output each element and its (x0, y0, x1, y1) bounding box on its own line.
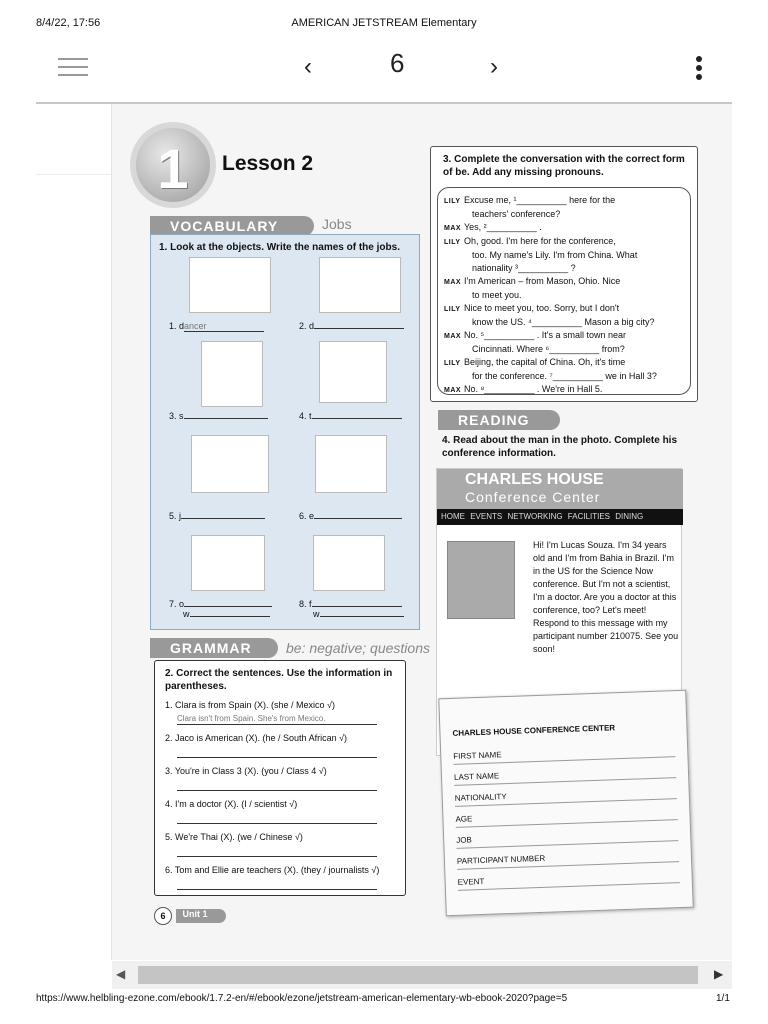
grammar-item: 4. I'm a doctor (X). (I / scientist √) (155, 798, 405, 831)
unit-badge: 1 (130, 122, 216, 208)
form-field: FIRST NAME (453, 736, 676, 765)
ballet-shoes-image (189, 257, 271, 313)
workbook-page (112, 104, 732, 960)
conversation-line: MAX I'm American – from Mason, Ohio. Nice (444, 276, 621, 286)
scroll-right-icon[interactable]: ▶ (714, 967, 724, 981)
lucas-photo (447, 541, 515, 619)
form-field: LAST NAME (454, 757, 677, 786)
page-margin (36, 104, 112, 960)
grammar-instruction: 2. Correct the sentences. Use the information in parentheses. (165, 668, 393, 692)
form-field: JOB (456, 820, 679, 849)
form-field: AGE (455, 799, 678, 828)
hamburger-menu-icon[interactable] (58, 58, 88, 78)
stethoscope-image (319, 257, 401, 313)
conversation-line: to meet you. (472, 290, 522, 300)
vocab-item-1: 1. dancer (169, 321, 264, 332)
conversation-line: too. My name's Lily. I'm from China. What (472, 250, 638, 260)
conversation-line: teachers' conference? (472, 209, 561, 219)
reading-banner: READING (438, 410, 560, 430)
ebook-page (36, 104, 732, 960)
reading-instruction: 4. Read about the man in the photo. Complete his conference information. (442, 435, 678, 459)
grammar-item: 5. We're Thai (X). (we / Chinese √) (155, 831, 405, 864)
form-field: NATIONALITY (454, 778, 677, 807)
conversation-exercise (430, 146, 698, 402)
conversation-panel (437, 187, 691, 395)
grammar-topic: be: negative; questions (286, 640, 430, 656)
conference-form-card (438, 690, 693, 917)
vocab-item-8: 8. f w (299, 599, 404, 619)
hard-hat-image (315, 435, 387, 493)
lucas-message: Hi! I'm Lucas Souza. I'm 34 years old and I'm from Bahia in Brazil. I'm in the US for the Science Now conference. But I'm not a scientist, I'm a doctor. Are you a doctor at this conference, too? Let's meet! Respond to this message with my participant number 210075. See you soon! (533, 540, 679, 654)
grammar-banner: GRAMMAR (150, 638, 278, 658)
vocab-item-5: 5. j (169, 511, 265, 521)
scrollbar-thumb[interactable] (138, 966, 698, 984)
grammar-item: 2. Jaco is American (X). (he / South African √) (155, 732, 405, 765)
form-field: PARTICIPANT NUMBER (457, 841, 680, 870)
page-number: 6 (390, 48, 405, 78)
gloves-image (313, 535, 385, 591)
grammar-item: 6. Tom and Ellie are teachers (X). (they / journalists √) (155, 864, 405, 897)
margin-divider (36, 174, 112, 175)
prev-page-button[interactable]: ‹ (304, 53, 312, 80)
lesson-title: Lesson 2 (222, 152, 314, 175)
print-page-count: 1/1 (716, 993, 730, 1004)
form-field: EVENT (457, 862, 680, 891)
vocab-item-6: 6. e (299, 511, 402, 521)
microscope-image (201, 341, 263, 407)
vocab-item-2: 2. d (299, 321, 404, 331)
conversation-line: LILY Excuse me, ¹__________ here for the (444, 195, 616, 205)
vocabulary-exercise (150, 234, 420, 630)
reader-toolbar (36, 30, 732, 104)
conversation-line: LILY Oh, good. I'm here for the conference, (444, 236, 616, 246)
conversation-line: know the US. ⁴__________ Mason a big city? (472, 317, 655, 327)
conversation-line: for the conference. ⁷__________ we in Hall 3? (472, 371, 657, 381)
horizontal-scrollbar[interactable] (112, 961, 732, 989)
grammar-exercise (154, 660, 406, 896)
print-title: AMERICAN JETSTREAM Elementary (291, 17, 477, 29)
microphone-image (191, 435, 269, 493)
scroll-left-icon[interactable]: ◀ (116, 967, 126, 981)
conversation-line: MAX No. ⁵__________ . It's a small town near (444, 330, 627, 340)
conversation-line: MAX No. ⁸__________ . We're in Hall 5. (444, 384, 603, 394)
vocab-item-7: 7. o w (169, 599, 272, 619)
vocabulary-banner: VOCABULARY (150, 216, 314, 236)
more-options-icon[interactable] (696, 56, 704, 84)
print-date: 8/4/22, 17:56 (36, 17, 101, 29)
conversation-line: LILY Beijing, the capital of China. Oh, it's time (444, 357, 626, 367)
print-url: https://www.helbling-ezone.com/ebook/1.7.2-en/#/ebook/ezone/jetstream-american-elementary-wb-ebook-2020?page=5 (36, 993, 568, 1004)
form-title: CHARLES HOUSE CONFERENCE CENTER (452, 723, 616, 738)
conversation-line: nationality ³__________ ? (472, 263, 576, 273)
computer-image (191, 535, 265, 591)
conversation-line: Cincinnati. Where ⁶__________ from? (472, 344, 625, 354)
unit-footer: 6 Unit 1 (154, 906, 230, 924)
conversation-instruction: 3. Complete the conversation with the correct form of be. Add any missing pronouns. (443, 154, 685, 178)
grammar-item: 3. You're in Class 3 (X). (you / Class 4 √) (155, 765, 405, 798)
conference-logo: CHARLES HOUSE Conference Center (437, 469, 683, 509)
conversation-line: LILY Nice to meet you, too. Sorry, but I don't (444, 303, 620, 313)
vocab-item-3: 3. s (169, 411, 268, 421)
grammar-item: 1. Clara is from Spain (X). (she / Mexico √) Clara isn't from Spain. She's from Mexico. (155, 699, 405, 732)
conference-nav: HOME EVENTS NETWORKING FACILITIES DINING (437, 509, 683, 525)
vocabulary-instruction: 1. Look at the objects. Write the names of the jobs. (159, 242, 400, 253)
vocab-item-4: 4. t (299, 411, 402, 421)
whiteboard-image (319, 341, 387, 403)
next-page-button[interactable]: › (490, 53, 498, 80)
conversation-line: MAX Yes, ²__________ . (444, 222, 542, 232)
vocabulary-topic: Jobs (322, 216, 352, 232)
